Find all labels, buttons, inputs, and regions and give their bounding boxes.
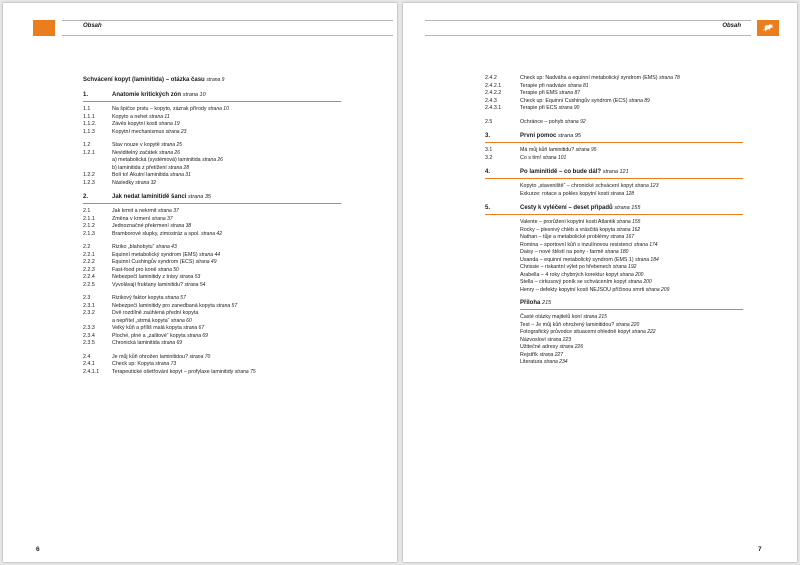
toc-entry bbox=[485, 219, 743, 227]
toc-entry-number: 2.4.1 bbox=[83, 361, 95, 367]
toc-entry-title: Neviditelný začátek bbox=[112, 149, 158, 156]
toc-entry-page: strana 43 bbox=[155, 244, 177, 250]
toc-entry-title: Jak krmit a nekrmit bbox=[112, 208, 157, 214]
toc-entry-title: Stav nouze v kopytě bbox=[112, 142, 160, 148]
toc-entry-page: strana 26 bbox=[202, 157, 223, 163]
toc-entry-number: 2.1.3 bbox=[83, 230, 95, 237]
toc-entry bbox=[83, 318, 341, 326]
toc-entry bbox=[83, 361, 341, 369]
toc-entry-title: Dvě rozdílně zaúhlená přední kopyta bbox=[112, 310, 199, 316]
toc-entry bbox=[485, 249, 743, 257]
toc-entry-page: strana 123 bbox=[634, 183, 659, 189]
toc-entry bbox=[83, 231, 341, 239]
toc-entry bbox=[83, 295, 341, 303]
toc-entry-number: 1.1 bbox=[83, 106, 91, 112]
toc-entry bbox=[83, 157, 341, 165]
toc-entry-title: Vyvolávají fruktany laminitidu? bbox=[112, 281, 184, 288]
toc-entry-title: Terapie při ECS bbox=[520, 105, 558, 111]
toc-entry-number: 1.1.1 bbox=[83, 113, 95, 120]
toc-entry-page: strana 37 bbox=[151, 215, 173, 222]
toc-entry bbox=[83, 333, 341, 341]
toc-entry-title: Cesty k vyléčení – deset případů bbox=[520, 205, 613, 211]
toc-entry-page: strana 87 bbox=[559, 90, 581, 96]
toc-entry-page: strana 38 bbox=[170, 223, 192, 229]
toc-entry bbox=[485, 352, 743, 360]
toc-entry bbox=[485, 299, 743, 308]
toc-entry bbox=[83, 121, 341, 129]
toc-section-heading bbox=[83, 76, 341, 85]
toc-entry-title: Ploché, plné a „zalitové“ kopyta bbox=[112, 332, 186, 339]
toc-entry-number: 2.4.3.1 bbox=[485, 105, 502, 111]
toc-entry-page: strana 26 bbox=[159, 149, 180, 156]
toc-entry-page: strana 234 bbox=[543, 359, 568, 365]
toc-entry bbox=[485, 264, 743, 272]
toc-entry-page: strana 49 bbox=[195, 259, 217, 265]
toc-entry bbox=[83, 114, 341, 122]
toc-entry bbox=[485, 359, 743, 367]
toc-entry bbox=[83, 165, 341, 173]
toc-entry-page: strana 23 bbox=[165, 128, 187, 135]
header-title: Obsah bbox=[83, 23, 102, 29]
toc-entry-page: strana 35 bbox=[188, 194, 211, 200]
toc-entry-page: strana 54 bbox=[184, 281, 206, 288]
toc-entry bbox=[83, 325, 341, 333]
toc-entry-title: Terapie při EMS bbox=[520, 90, 558, 96]
toc-entry-title: Chronická laminitida bbox=[112, 340, 160, 346]
toc-entry-number: 5. bbox=[485, 205, 491, 211]
toc-entry-number: 3.2 bbox=[485, 154, 493, 161]
toc-entry-page: strana 57 bbox=[165, 295, 186, 301]
toc-entry-page: strana 95 bbox=[558, 133, 581, 139]
toc-entry-title: Arabella – 4 roky chybných korektur kopyt bbox=[520, 271, 619, 278]
toc-section-heading bbox=[485, 204, 743, 213]
toc-entry bbox=[83, 267, 341, 275]
toc-entry bbox=[485, 105, 743, 113]
toc-entry-number: 2.2.1 bbox=[83, 251, 95, 258]
toc-entry-title: Check up: Kopyta bbox=[112, 361, 154, 367]
toc-entry-title: Názvosloví bbox=[520, 336, 546, 343]
toc-entry-page: strana 25 bbox=[161, 142, 183, 148]
toc-entry-title: Po laminitidě – co bude dál? bbox=[520, 169, 602, 175]
toc-entry-page: strana 69 bbox=[187, 332, 208, 339]
toc-entry-number: 2.3.5 bbox=[83, 340, 95, 346]
toc-section-heading bbox=[83, 91, 341, 100]
toc-entry-number: 2.4.3 bbox=[485, 97, 497, 104]
toc-entry-number: 2. bbox=[83, 194, 89, 200]
toc-entry-title: Equinní Cushingův syndrom (ECS) bbox=[112, 259, 195, 265]
toc-entry bbox=[83, 180, 341, 188]
toc-entry-page: strana 222 bbox=[631, 329, 656, 335]
toc-entry-page: strana 10 bbox=[208, 106, 229, 112]
toc-entry-number: 2.3.3 bbox=[83, 325, 95, 331]
toc-entry-page: strana 167 bbox=[610, 234, 635, 240]
toc-entry bbox=[83, 150, 341, 158]
toc-entry-page: strana 70 bbox=[189, 353, 211, 360]
toc-entry bbox=[83, 106, 341, 114]
toc-entry-number: 2.2.5 bbox=[83, 281, 95, 288]
toc-entry-title: b) laminitida z přetížení bbox=[112, 164, 167, 171]
toc-entry-page: strana 220 bbox=[615, 321, 640, 328]
toc-entry bbox=[485, 279, 743, 287]
toc-entry bbox=[485, 234, 743, 242]
toc-entry-number: 2.1.2 bbox=[83, 223, 95, 229]
toc-entry bbox=[83, 340, 341, 348]
toc-entry-number: 2.2.2 bbox=[83, 259, 95, 265]
toc-entry-number: 2.3.4 bbox=[83, 332, 95, 339]
toc-entry-page: strana 200 bbox=[628, 279, 652, 285]
toc-entry-number: 2.1 bbox=[83, 208, 91, 214]
toc-entry-number: 2.3 bbox=[83, 295, 91, 301]
toc-entry-title: Kopytní mechanismus bbox=[112, 128, 165, 135]
toc-entry-title: Je můj kůň ohrožen laminitidou? bbox=[112, 353, 188, 360]
header-title: Obsah bbox=[722, 23, 741, 29]
toc-entry bbox=[83, 172, 341, 180]
toc-entry-page: strana 215 bbox=[583, 314, 607, 320]
toc-entry-title: Užitečné adresy bbox=[520, 344, 558, 350]
toc-entry-title: Kopyto a nehet bbox=[112, 113, 148, 120]
toc-entry-page: strana 44 bbox=[199, 251, 221, 258]
toc-entry-page: strana 69 bbox=[161, 340, 183, 346]
toc-entry-title: Velký kůň a příliš malá kopyta bbox=[112, 325, 182, 331]
toc-entry bbox=[485, 314, 743, 322]
page-number: 7 bbox=[758, 546, 762, 553]
toc-entry bbox=[83, 252, 341, 260]
toc-entry-number: 2.1.1 bbox=[83, 215, 95, 222]
toc-entry bbox=[83, 274, 341, 282]
toc-entry-title: Romina – sportovní kůň s inzulínovou resistencí bbox=[520, 241, 633, 248]
toc-entry bbox=[485, 257, 743, 265]
toc-entry bbox=[485, 337, 743, 345]
toc-entry-page: strana 50 bbox=[157, 266, 179, 273]
toc-entry-page: strana 155 bbox=[616, 219, 641, 225]
header-bar bbox=[425, 20, 751, 36]
toc-entry-number: 1.2.2 bbox=[83, 172, 95, 178]
right-page bbox=[403, 3, 797, 562]
toc-entry bbox=[485, 147, 743, 155]
toc-entry-number: 2.3.1 bbox=[83, 302, 95, 309]
toc-entry-page: strana 73 bbox=[155, 361, 177, 367]
toc-entry-title: Riziko „blahobytu“ bbox=[112, 244, 155, 250]
toc-entry-page: strana 162 bbox=[616, 226, 641, 233]
toc-entry bbox=[485, 90, 743, 98]
toc-entry-title: Anatomie kritických zón bbox=[112, 92, 182, 98]
toc-entry-title: Check up: Nadváha a equinní metabolický syndrom (EMS) bbox=[520, 75, 658, 81]
toc-entry-title: Na špičce prstu – kopyto, zázrak přírody bbox=[112, 106, 207, 112]
toc-entry bbox=[83, 310, 341, 318]
toc-entry-number: 1.1.2. bbox=[83, 121, 97, 127]
toc-entry-title: Terapie při nadváze bbox=[520, 82, 567, 89]
toc-entry-title: Exkurze: rotace a pokles kopytní kosti bbox=[520, 190, 609, 197]
toc-entry-page: strana 192 bbox=[612, 264, 637, 270]
left-page bbox=[3, 3, 397, 562]
toc-entry-page: strana 155 bbox=[614, 205, 641, 211]
toc-entry bbox=[485, 322, 743, 330]
toc-entry-page: strana 128 bbox=[610, 190, 635, 197]
toc-entry-title: Daisy – nové štěstí na pony - farmě bbox=[520, 249, 604, 255]
toc-entry-page: strana 200 bbox=[619, 271, 644, 278]
toc-entry bbox=[485, 183, 743, 191]
toc-entry bbox=[83, 223, 341, 231]
toc-entry bbox=[83, 142, 341, 150]
toc-entry bbox=[83, 129, 341, 137]
toc-entry-title: Bramborové slupky, zimostráz a spol. bbox=[112, 230, 200, 237]
toc-entry-title: Má můj kůň laminitidu? bbox=[520, 147, 575, 153]
toc-entry-title: Příloha bbox=[520, 300, 541, 306]
toc-entry-title: Stella – cirkusový poník se schvácením kopyt bbox=[520, 279, 627, 285]
toc-entry-page: strana 81 bbox=[567, 82, 589, 89]
toc-entry bbox=[83, 208, 341, 216]
toc-entry-title: Nebezpečí laminitidy pro zanedbaná kopyta bbox=[112, 302, 215, 309]
toc-entry-page: strana 42 bbox=[201, 230, 222, 237]
toc-entry-page: strana 11 bbox=[149, 113, 170, 120]
toc-entry bbox=[485, 75, 743, 83]
toc-entry-number: 3.1 bbox=[485, 147, 493, 153]
toc-entry-title: Nebezpečí laminitidy z trávy bbox=[112, 274, 178, 280]
toc-entry bbox=[83, 354, 341, 362]
toc-entry-title: Změna v krmení bbox=[112, 215, 151, 222]
toc-entry-title: Rocky – plesnivý chléb a vrásčitá kopyta bbox=[520, 226, 616, 233]
toc-entry-page: strana 226 bbox=[559, 344, 584, 350]
toc-entry bbox=[485, 119, 743, 127]
toc-entry-number: 1.1.3 bbox=[83, 128, 95, 135]
toc-entry-page: strana 28 bbox=[168, 164, 190, 171]
toc-entry-page: strana 78 bbox=[658, 75, 680, 81]
toc-entry-page: strana 57 bbox=[216, 302, 238, 309]
toc-entry-number: 2.2 bbox=[83, 244, 91, 250]
toc-entry-title: Bolí to! Akutní laminitida bbox=[112, 172, 169, 178]
toc-entry bbox=[83, 369, 341, 377]
header-accent-block bbox=[33, 20, 55, 36]
toc-entry-page: strana 19 bbox=[158, 121, 180, 127]
toc-entry-page: strana 180 bbox=[604, 249, 629, 255]
toc-entry-page: strana 121 bbox=[602, 169, 629, 175]
toc-entry-page: strana 89 bbox=[628, 97, 650, 104]
toc-entry-title: Nathan – tůje a metabolické problémy bbox=[520, 234, 609, 240]
toc-entry-page: strana 209 bbox=[645, 286, 670, 293]
toc-entry-title: Usanda – equinní metabolický syndrom (EMS 1) bbox=[520, 256, 634, 263]
page-number: 6 bbox=[36, 546, 40, 553]
toc-entry-page: strana 223 bbox=[547, 336, 572, 343]
toc-entry-title: První pomoc bbox=[520, 133, 557, 139]
toc-entry-page: strana 95 bbox=[575, 147, 597, 153]
toc-entry-number: 1.2.3 bbox=[83, 179, 95, 186]
toc-entry-page: strana 174 bbox=[633, 241, 658, 248]
toc-entry bbox=[485, 227, 743, 235]
toc-entry-number: 2.4.2.1 bbox=[485, 82, 502, 89]
toc-entry-number: 1.2.1 bbox=[83, 149, 95, 156]
toc-entry-title: Fast-food pro koně bbox=[112, 266, 157, 273]
toc-entry-number: 2.2.4 bbox=[83, 274, 95, 280]
toc-entry-title: Schvácení kopyt (laminitida) – otázka času bbox=[83, 77, 205, 83]
toc-entry-title: Chrissie – riskantní výlet po hřebenech bbox=[520, 264, 612, 270]
toc-entry-page: strana 75 bbox=[234, 368, 256, 375]
toc-entry-number: 1. bbox=[83, 92, 89, 98]
toc-entry-number: 4. bbox=[485, 169, 491, 175]
toc-entry-page: strana 101 bbox=[542, 154, 567, 161]
toc-section-heading bbox=[485, 132, 743, 141]
toc-entry-page: strana 37 bbox=[157, 208, 179, 214]
toc-entry-page: strana 32 bbox=[135, 179, 157, 186]
toc-entry-title: Ochránce – pohyb bbox=[520, 118, 564, 125]
toc-entry-title: Valente – prorůžení kopytní kosti Atlantik bbox=[520, 219, 616, 225]
toc-entry-title: Kopyto „staveniště“ – chronické schvácení kopyt bbox=[520, 183, 634, 189]
toc-entry-number: 2.2.3 bbox=[83, 266, 95, 273]
toc-entry-title: a nepřítel „strmá kopyta“ bbox=[112, 317, 170, 324]
toc-entry-number: 2.3.2 bbox=[83, 310, 95, 316]
table-of-contents-right bbox=[485, 75, 743, 367]
toc-entry-number: 2.4 bbox=[83, 353, 91, 360]
toc-entry-title: Rizikový faktor kopyta bbox=[112, 295, 164, 301]
toc-section-heading bbox=[485, 168, 743, 177]
toc-entry-page: strana 90 bbox=[558, 105, 580, 111]
toc-entry bbox=[485, 242, 743, 250]
toc-entry-number: 2.5 bbox=[485, 118, 493, 125]
toc-entry-title: Časté otázky majitelů koní bbox=[520, 314, 582, 320]
toc-section-heading bbox=[83, 193, 341, 202]
toc-entry-page: strana 9 bbox=[206, 77, 225, 83]
header-bar bbox=[62, 20, 393, 36]
toc-entry-title: Jednoznačné překrmení bbox=[112, 223, 169, 229]
toc-entry bbox=[485, 287, 743, 295]
toc-entry bbox=[83, 216, 341, 224]
table-of-contents-left bbox=[83, 76, 341, 376]
toc-entry-title: Následky bbox=[112, 179, 134, 186]
toc-entry bbox=[485, 155, 743, 163]
toc-entry bbox=[83, 244, 341, 252]
toc-entry-title: Literatura bbox=[520, 359, 543, 365]
toc-entry bbox=[485, 344, 743, 352]
toc-entry bbox=[83, 259, 341, 267]
toc-entry-number: 2.4.2.2 bbox=[485, 90, 502, 96]
toc-entry-page: strana 227 bbox=[539, 351, 564, 358]
toc-entry-number: 2.4.2 bbox=[485, 75, 497, 81]
toc-entry-page: strana 53 bbox=[179, 274, 201, 280]
toc-entry-title: Rejstřík bbox=[520, 351, 538, 358]
toc-entry bbox=[485, 191, 743, 199]
toc-entry-title: Test – Je můj kůň ohrožený laminitidou? bbox=[520, 321, 615, 328]
toc-entry-page: strana 67 bbox=[183, 325, 205, 331]
toc-entry-page: strana 31 bbox=[170, 172, 191, 178]
toc-entry-title: Co s tím! bbox=[520, 154, 542, 161]
toc-entry bbox=[485, 83, 743, 91]
toc-entry-page: strana 60 bbox=[170, 317, 192, 324]
toc-entry-number: 2.4.1.1 bbox=[83, 368, 100, 375]
toc-entry-page: strana 92 bbox=[564, 118, 586, 125]
toc-entry-title: a) metabolická (systémová) laminitida bbox=[112, 157, 201, 163]
toc-entry-title: Equinní metabolický syndrom (EMS) bbox=[112, 251, 198, 258]
toc-entry-title: Terapeutické ošetřování kopyt – profylaxe laminitidy bbox=[112, 368, 234, 375]
toc-entry-title: Jak nedat laminitidě šanci bbox=[112, 194, 187, 200]
toc-entry-page: 215 bbox=[542, 300, 552, 306]
toc-entry bbox=[485, 272, 743, 280]
toc-entry-number: 1.2 bbox=[83, 142, 91, 148]
toc-entry-title: Henry – defekty kopytní kosti NEJSOU příčinou smrti bbox=[520, 286, 645, 293]
toc-entry-title: Check up: Equinní Cushingův syndrom (ECS) bbox=[520, 97, 628, 104]
toc-entry-title: Fotografický průvodce situacemi ohledně kopyt bbox=[520, 329, 631, 335]
toc-entry bbox=[485, 98, 743, 106]
toc-entry bbox=[485, 329, 743, 337]
toc-entry bbox=[83, 303, 341, 311]
toc-entry bbox=[83, 282, 341, 290]
toc-entry-page: strana 184 bbox=[635, 256, 659, 263]
toc-entry-page: strana 10 bbox=[182, 92, 206, 98]
horse-icon bbox=[761, 22, 775, 34]
toc-entry-title: Závěs kopytní kosti bbox=[112, 121, 158, 127]
header-accent-block bbox=[757, 20, 779, 36]
toc-entry-number: 3. bbox=[485, 133, 491, 139]
